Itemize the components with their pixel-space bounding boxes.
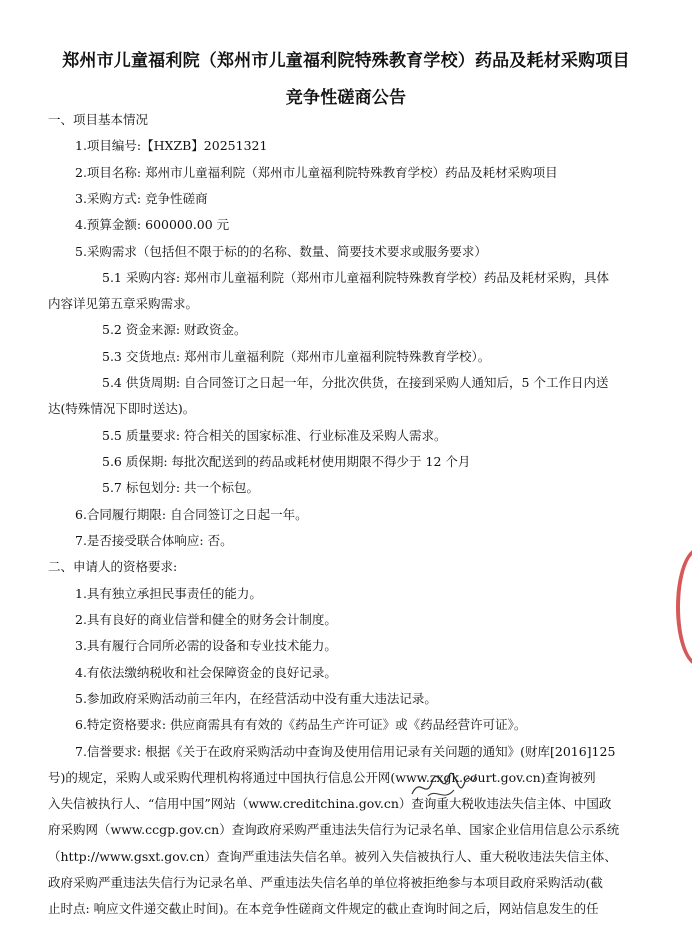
paragraph-line: 6.特定资格要求: 供应商需具有有效的《药品生产许可证》或《药品经营许可证》。 xyxy=(75,717,527,732)
paragraph-line: 政府采购严重违法失信行为记录名单、严重违法失信名单的单位将被拒绝参与本项目政府采购活动(截 xyxy=(48,875,603,890)
paragraph-line: 6.合同履行期限: 自合同签订之日起一年。 xyxy=(75,507,308,522)
paragraph-line: （http://www.gsxt.gov.cn）查询严重违法失信名单。被列入失信被执行人、重大税收违法失信主体、 xyxy=(48,849,617,864)
paragraph-line: 入失信被执行人、“信用中国”网站（www.creditchina.gov.cn）查询重大税收违法失信主体、中国政 xyxy=(48,796,612,811)
paragraph-line: 2.具有良好的商业信誉和健全的财务会计制度。 xyxy=(75,612,337,627)
paragraph-line: 5.6 质保期: 每批次配送到的药品或耗材使用期限不得少于 12 个月 xyxy=(102,454,471,469)
paragraph-line: 号)的规定，采购人或采购代理机构将通过中国执行信息公开网(www.zxgk.court.gov.cn)查询被列 xyxy=(48,770,596,785)
paragraph-line: 5.3 交货地点: 郑州市儿童福利院（郑州市儿童福利院特殊教育学校）。 xyxy=(102,349,491,364)
section-heading: 一、项目基本情况 xyxy=(48,112,149,127)
paragraph-line: 7.是否接受联合体响应: 否。 xyxy=(75,533,233,548)
paragraph-line: 达(特殊情况下即时送达)。 xyxy=(48,401,196,416)
paragraph-line: 2.项目名称: 郑州市儿童福利院（郑州市儿童福利院特殊教育学校）药品及耗材采购项目 xyxy=(75,165,558,180)
paragraph-line: 3.采购方式: 竞争性磋商 xyxy=(75,191,208,206)
paragraph-line: 5.参加政府采购活动前三年内，在经营活动中没有重大违法记录。 xyxy=(75,691,437,706)
document-title-line-1: 郑州市儿童福利院（郑州市儿童福利院特殊教育学校）药品及耗材采购项目 xyxy=(62,51,630,71)
paragraph-line: 5.4 供货周期: 自合同签订之日起一年，分批次供货，在接到采购人通知后，5 个工作日内送 xyxy=(102,375,609,390)
paragraph-line: 1.具有独立承担民事责任的能力。 xyxy=(75,586,262,601)
paragraph-line: 5.1 采购内容: 郑州市儿童福利院（郑州市儿童福利院特殊教育学校）药品及耗材采购，具体 xyxy=(102,270,610,285)
paragraph-line: 7.信誉要求: 根据《关于在政府采购活动中查询及使用信用记录有关问题的通知》(财库[2016]125 xyxy=(75,744,616,759)
section-heading: 二、申请人的资格要求: xyxy=(48,559,178,574)
paragraph-line: 5.2 资金来源: 财政资金。 xyxy=(102,322,247,337)
paragraph-line: 5.5 质量要求: 符合相关的国家标准、行业标准及采购人需求。 xyxy=(102,428,447,443)
paragraph-line: 1.项目编号:【HXZB】20251321 xyxy=(75,138,268,153)
document-title-line-2: 竞争性磋商公告 xyxy=(285,88,407,108)
paragraph-line: 内容详见第五章采购需求。 xyxy=(48,296,199,311)
handwritten-signature xyxy=(408,766,478,806)
paragraph-line: 5.7 标包划分: 共一个标包。 xyxy=(102,480,260,495)
paragraph-line: 4.有依法缴纳税收和社会保障资金的良好记录。 xyxy=(75,665,337,680)
paragraph-line: 府采购网（www.ccgp.gov.cn）查询政府采购严重违法失信行为记录名单、国家企业信用信息公示系统 xyxy=(48,822,620,837)
paragraph-line: 3.具有履行合同所必需的设备和专业技术能力。 xyxy=(75,638,337,653)
paragraph-line: 5.采购需求（包括但不限于标的的名称、数量、简要技术要求或服务要求） xyxy=(75,244,487,259)
paragraph-line: 止时点: 响应文件递交截止时间)。在本竞争性磋商文件规定的截止查询时间之后，网站信息发生的任 xyxy=(48,901,599,916)
paragraph-line: 4.预算金额: 600000.00 元 xyxy=(75,217,230,232)
